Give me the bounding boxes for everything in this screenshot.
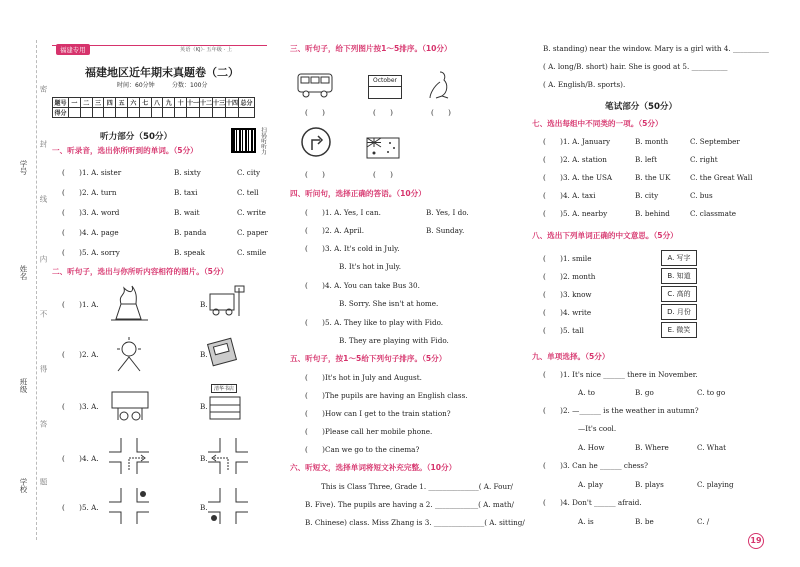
question-item[interactable]: ( )3. A. It's cold in July. bbox=[305, 244, 400, 253]
score-table-header-cell: 总分 bbox=[238, 98, 254, 108]
score-table-header-cell: 三 bbox=[92, 98, 104, 108]
score-cell[interactable] bbox=[212, 108, 225, 118]
score-table bbox=[52, 97, 255, 118]
question-item[interactable]: ( )1. A. bbox=[62, 300, 99, 309]
question-item[interactable]: ( )3. A. the USA bbox=[543, 173, 613, 182]
score-table-header-cell: 题号 bbox=[53, 98, 69, 108]
page-number: 19 bbox=[748, 533, 764, 549]
option-b: B. panda bbox=[174, 228, 207, 237]
ordering-item[interactable]: ( )It's hot in July and August. bbox=[305, 373, 422, 382]
option-b: B. Sorry. She isn't at home. bbox=[339, 299, 439, 308]
kangaroo-picture bbox=[428, 68, 452, 100]
option-b: B. the UK bbox=[635, 173, 671, 182]
option-b: B. be bbox=[635, 517, 654, 526]
option-b: B. Sunday. bbox=[426, 226, 465, 235]
option-c: C. right bbox=[690, 155, 718, 164]
qr-code-icon[interactable] bbox=[231, 128, 256, 153]
section-6-title: 六、听短文，选择单词将短文补充完整。（10分） bbox=[290, 463, 457, 472]
order-blank[interactable]: ( ) bbox=[305, 108, 325, 117]
question-item[interactable]: ( )2. A. bbox=[62, 350, 99, 359]
bookstore-picture bbox=[206, 393, 246, 423]
question-item[interactable]: ( )4. Don't ______ afraid. bbox=[543, 498, 642, 507]
score-cell[interactable] bbox=[163, 108, 175, 118]
question-item[interactable]: ( )2. —______ is the weather in autumn? bbox=[543, 406, 699, 415]
score-table-header-cell: 十二 bbox=[199, 98, 212, 108]
score-cell[interactable] bbox=[80, 108, 92, 118]
section-4-title: 四、听问句，选择正确的答语。（10分） bbox=[290, 189, 426, 198]
map-route-a-picture bbox=[107, 436, 151, 476]
question-item[interactable]: ( )5. A. sorry bbox=[62, 248, 120, 257]
option-b: B. plays bbox=[635, 480, 664, 489]
question-item[interactable]: ( )4. A. page bbox=[62, 228, 119, 237]
turn-right-sign-icon bbox=[300, 126, 332, 158]
question-item[interactable]: ( )3. Can he ______ chess? bbox=[543, 461, 648, 470]
margin-label-class: 班级 bbox=[19, 378, 28, 393]
score-table-header-cell: 九 bbox=[163, 98, 175, 108]
question-item[interactable]: ( )4. A. You can take Bus 30. bbox=[305, 281, 420, 290]
question-item[interactable]: ( )5. A. bbox=[62, 503, 99, 512]
score-cell[interactable] bbox=[139, 108, 151, 118]
score-cell[interactable] bbox=[127, 108, 139, 118]
option-a: A. to bbox=[578, 388, 595, 397]
meaning-box: B. 知道 bbox=[661, 268, 697, 284]
meaning-box: E. 微笑 bbox=[661, 322, 697, 338]
binding-line bbox=[36, 40, 37, 540]
seal-char: 得 bbox=[39, 365, 48, 373]
answer-line: —It's cool. bbox=[578, 424, 617, 433]
score-cell[interactable] bbox=[175, 108, 187, 118]
score-table-header-cell: 二 bbox=[80, 98, 92, 108]
score-table-header-cell: 四 bbox=[104, 98, 116, 108]
section-8-title: 八、选出下列单词正确的中文意思。（5分） bbox=[532, 231, 678, 240]
question-item[interactable]: ( )5. A. nearby bbox=[543, 209, 608, 218]
option-c: C. / bbox=[697, 517, 710, 526]
option-b: B. left bbox=[635, 155, 657, 164]
weather-hot-picture bbox=[108, 335, 150, 373]
region-badge: 福建专用 bbox=[56, 44, 90, 55]
question-item[interactable]: ( )4. A. taxi bbox=[543, 191, 596, 200]
question-item[interactable]: ( )1. A. sister bbox=[62, 168, 122, 177]
calendar-month-label: October bbox=[369, 76, 401, 87]
score-table-header-cell: 一 bbox=[69, 98, 81, 108]
option-b: B. Yes, I do. bbox=[426, 208, 469, 217]
score-cell[interactable] bbox=[238, 108, 254, 118]
order-blank[interactable]: ( ) bbox=[373, 170, 393, 179]
bus-picture bbox=[296, 70, 336, 100]
section-3-title: 三、听句子，给下列图片按1～5排序。（10分） bbox=[290, 44, 452, 53]
section-7-title: 七、选出每组中不同类的一项。（5分） bbox=[532, 119, 663, 128]
option-c: C. paper bbox=[237, 228, 268, 237]
bookstore-sign: 清华书店 bbox=[211, 384, 237, 393]
seal-char: 线 bbox=[39, 195, 48, 203]
option-b-label: B. bbox=[200, 300, 208, 309]
score-cell[interactable] bbox=[69, 108, 81, 118]
meaning-box: A. 写字 bbox=[661, 250, 697, 266]
page-title: 福建地区近年期末真题卷（二） bbox=[85, 66, 239, 79]
question-item[interactable]: ( )1. A. Yes, I can. bbox=[305, 208, 381, 217]
option-b: B. go bbox=[635, 388, 654, 397]
word-item[interactable]: ( )5. tall bbox=[543, 326, 584, 335]
qr-caption: 扫码听听力 bbox=[260, 127, 266, 155]
seal-char: 密 bbox=[39, 85, 48, 93]
passage-line[interactable]: B. standing) near the window. Mary is a girl with 4. __________ bbox=[543, 44, 769, 53]
ordering-item[interactable]: ( )Can we go to the cinema? bbox=[305, 445, 420, 454]
order-blank[interactable]: ( ) bbox=[431, 108, 451, 117]
seal-char: 题 bbox=[39, 478, 48, 486]
passage-line[interactable]: ( A. long/B. short) hair. She is good at 5. __________ bbox=[543, 62, 728, 71]
option-b-label: B. bbox=[200, 350, 208, 359]
question-item[interactable]: ( )2. A. April. bbox=[305, 226, 364, 235]
classroom-picture bbox=[106, 386, 154, 426]
option-c: C. the Great Wall bbox=[690, 173, 753, 182]
option-b: B. speak bbox=[174, 248, 206, 257]
score-table-header-cell: 十 bbox=[175, 98, 187, 108]
question-item[interactable]: ( )2. A. turn bbox=[62, 188, 117, 197]
exam-score: 分数：100分 bbox=[172, 82, 208, 89]
map-route-b-picture bbox=[206, 436, 250, 476]
question-item[interactable]: ( )2. A. station bbox=[543, 155, 607, 164]
score-cell[interactable] bbox=[151, 108, 163, 118]
section-2-title: 二、听句子，选出与你所听内容相符的图片。（5分） bbox=[52, 267, 229, 276]
option-c: C. classmate bbox=[690, 209, 737, 218]
option-b-label: B. bbox=[200, 454, 208, 463]
option-b: B. Where bbox=[635, 443, 669, 452]
meaning-box: D. 月份 bbox=[661, 304, 697, 320]
passage-line[interactable]: B. Five). The pupils are having a 2. ____________( A. math/ bbox=[305, 500, 514, 509]
option-b-label: B. bbox=[200, 402, 208, 411]
subject-tag: 英语（KJ）· 五年级 · 上 bbox=[180, 47, 233, 53]
margin-label-id: 学号 bbox=[19, 160, 28, 175]
phone-picture bbox=[206, 335, 240, 369]
score-cell[interactable] bbox=[116, 108, 128, 118]
ordering-item[interactable]: ( )Please call her mobile phone. bbox=[305, 427, 433, 436]
option-b: B. month bbox=[635, 137, 669, 146]
option-c: C. write bbox=[237, 208, 266, 217]
score-cell[interactable] bbox=[199, 108, 212, 118]
word-item[interactable]: ( )2. month bbox=[543, 272, 596, 281]
score-table-header-cell: 六 bbox=[127, 98, 139, 108]
passage-line[interactable]: B. Chinese) class. Miss Zhang is 3. ______________( A. sitting/ bbox=[305, 518, 525, 527]
option-b: B. sixty bbox=[174, 168, 201, 177]
section-9-title: 九、单项选择。（5分） bbox=[532, 352, 610, 361]
option-a: A. How bbox=[578, 443, 605, 452]
question-item[interactable]: ( )5. A. They like to play with Fido. bbox=[305, 318, 444, 327]
score-table-header-cell: 十三 bbox=[212, 98, 225, 108]
passage-line: ( A. English/B. sports). bbox=[543, 80, 626, 89]
word-item[interactable]: ( )3. know bbox=[543, 290, 592, 299]
meaning-box: C. 高的 bbox=[661, 286, 697, 302]
australia-flag-icon bbox=[366, 137, 400, 159]
score-table-header-cell: 五 bbox=[116, 98, 128, 108]
bus-stop-picture bbox=[206, 284, 246, 320]
option-c: C. September bbox=[690, 137, 740, 146]
score-table-row-label: 得分 bbox=[53, 108, 69, 118]
word-item[interactable]: ( )1. smile bbox=[543, 254, 592, 263]
question-item[interactable]: ( )3. A. bbox=[62, 402, 99, 411]
written-heading: 笔试部分（50分） bbox=[605, 102, 678, 112]
passage-line[interactable]: This is Class Three, Grade 1. ______________( A. Four/ bbox=[321, 482, 513, 491]
section-1-title: 一、听录音，选出你所听到的单词。（5分） bbox=[52, 146, 198, 155]
option-c: C. What bbox=[697, 443, 727, 452]
score-table-header-cell: 十一 bbox=[186, 98, 199, 108]
option-b: B. taxi bbox=[174, 188, 198, 197]
exam-time: 时间：60分钟 bbox=[117, 82, 155, 89]
option-b: B. wait bbox=[174, 208, 200, 217]
score-table-header-cell: 七 bbox=[139, 98, 151, 108]
question-item[interactable]: ( )4. A. bbox=[62, 454, 99, 463]
score-table-header-cell: 十四 bbox=[225, 98, 238, 108]
score-cell[interactable] bbox=[186, 108, 199, 118]
seal-char: 不 bbox=[39, 310, 48, 318]
fire-scene-picture bbox=[106, 284, 151, 324]
option-c: C. smile bbox=[237, 248, 267, 257]
order-blank[interactable]: ( ) bbox=[373, 108, 393, 117]
score-cell[interactable] bbox=[104, 108, 116, 118]
score-cell[interactable] bbox=[92, 108, 104, 118]
section-5-title: 五、听句子，按1～5给下列句子排序。（5分） bbox=[290, 354, 447, 363]
ordering-item[interactable]: ( )How can I get to the train station? bbox=[305, 409, 451, 418]
map-route-d-picture bbox=[206, 486, 250, 526]
map-route-c-picture bbox=[107, 486, 151, 526]
option-a: A. play bbox=[578, 480, 604, 489]
option-b-label: B. bbox=[200, 503, 208, 512]
ordering-item[interactable]: ( )The pupils are having an English class. bbox=[305, 391, 468, 400]
option-b: B. behind bbox=[635, 209, 670, 218]
option-c: C. to go bbox=[697, 388, 726, 397]
option-b: B. It's hot in July. bbox=[339, 262, 402, 271]
score-table-header-cell: 八 bbox=[151, 98, 163, 108]
question-item[interactable]: ( )3. A. word bbox=[62, 208, 120, 217]
order-blank[interactable]: ( ) bbox=[305, 170, 325, 179]
listening-heading: 听力部分（50分） bbox=[100, 132, 173, 142]
calendar-picture bbox=[368, 75, 402, 99]
word-item[interactable]: ( )4. write bbox=[543, 308, 592, 317]
question-item[interactable]: ( )1. It's nice ______ there in November. bbox=[543, 370, 698, 379]
margin-label-school: 学校 bbox=[19, 478, 28, 493]
option-b: B. They are playing with Fido. bbox=[339, 336, 449, 345]
seal-char: 内 bbox=[39, 255, 48, 263]
option-c: C. playing bbox=[697, 480, 734, 489]
question-item[interactable]: ( )1. A. January bbox=[543, 137, 611, 146]
seal-char: 答 bbox=[39, 420, 48, 428]
margin-label-name: 姓名 bbox=[19, 265, 28, 280]
option-c: C. tell bbox=[237, 188, 259, 197]
seal-char: 封 bbox=[39, 140, 48, 148]
option-c: C. city bbox=[237, 168, 261, 177]
option-c: C. bus bbox=[690, 191, 713, 200]
option-a: A. is bbox=[578, 517, 594, 526]
option-b: B. city bbox=[635, 191, 659, 200]
score-cell[interactable] bbox=[225, 108, 238, 118]
